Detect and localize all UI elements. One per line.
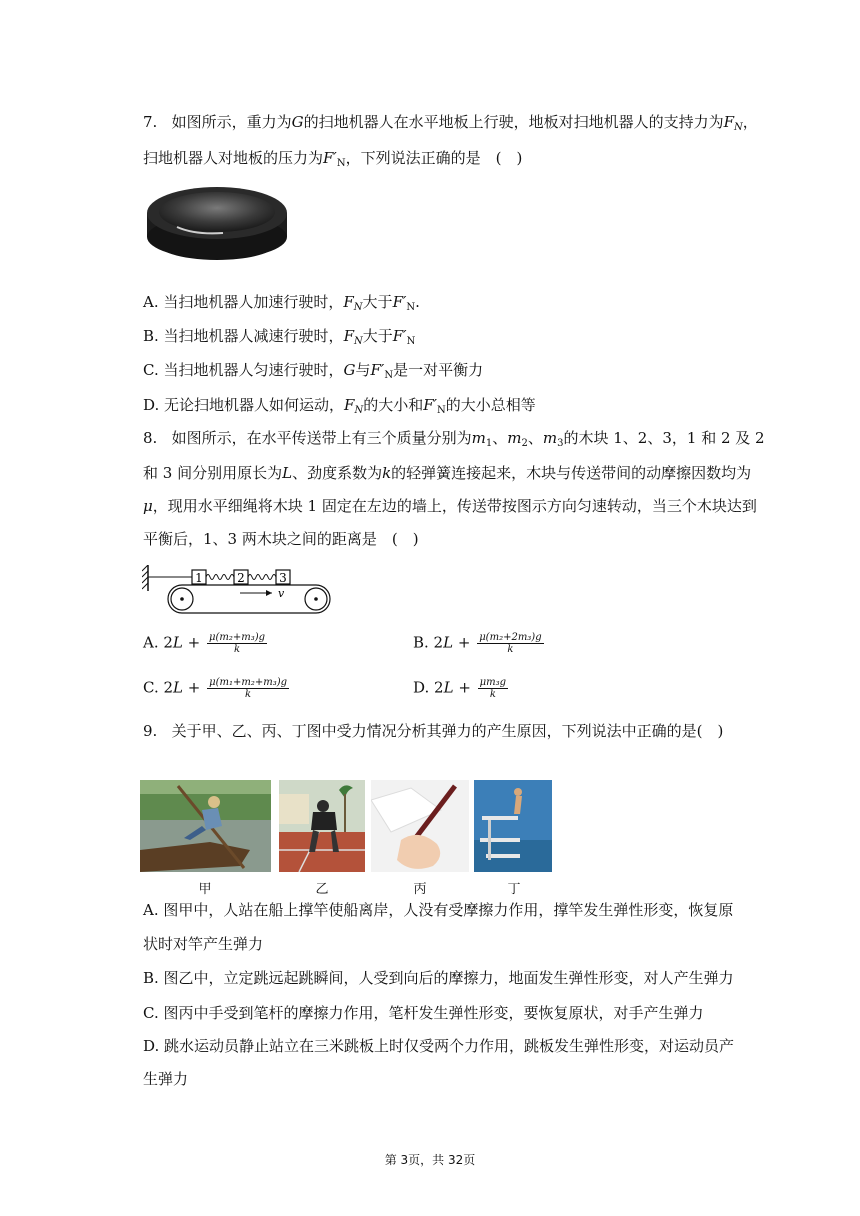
q7-option-b: B. 当扫地机器人减速行驶时，$F_N$大于$F'_N$ [143,327,416,347]
caption-yi: 乙 [315,882,329,897]
q8-stem-line1: 8. 如图所示，在水平传送带上有三个质量分别为$m_1$、$m_2$、$m_3$的木块 1、2、3，1 和 2 及 2 [143,429,765,449]
caption-ding: 丁 [507,882,521,897]
q8-stem-line4: 平衡后，1、3 两木块之间的距离是 ( ) [143,530,419,548]
photo-ding-diver [474,780,552,872]
q9-option-a-line2: 状时对竿产生弹力 [143,935,264,953]
q9-option-b: B. 图乙中，立定跳远起跳瞬间，人受到向后的摩擦力，地面发生弹性形变，对人产生弹力 [143,969,734,987]
q7-option-c: C. 当扫地机器人匀速行驶时，G与$F'_N$是一对平衡力 [143,361,484,381]
photo-yi-long-jump [279,780,365,872]
q9-option-c: C. 图丙中手受到笔杆的摩擦力作用，笔杆发生弹性形变，要恢复原状，对手产生弹力 [143,1004,704,1022]
q8-stem-line3: μ，现用水平细绳将木块 1 固定在左边的墙上，传送带按图示方向匀速转动，当三个木块达到 [143,497,757,515]
q7-option-a: A. 当扫地机器人加速行驶时，$F_N$大于$F'_N$. [143,293,420,313]
q9-option-a-line1: A. 图甲中，人站在船上撑竿使船离岸，人没有受摩擦力作用，撑竿发生弹性形变，恢复原 [143,901,734,919]
block-2-label: 2 [237,571,245,585]
q7-stem-line1: 7. 如图所示，重力为G的扫地机器人在水平地板上行驶，地板对扫地机器人的支持力为$F_N$， [143,113,758,133]
q8-option-b: B. 2L + $\frac{\text{μ(m₂+2m₃)g}}{k}$ [413,632,542,655]
block-1-label: 1 [195,571,203,585]
caption-bing: 丙 [413,882,427,897]
q8-stem-line2: 和 3 间分别用原长为L、劲度系数为k的轻弹簧连接起来，木块与传送带间的动摩擦因数均为 [143,464,752,482]
block-3-label: 3 [279,571,287,585]
q8-option-d: D. 2L + $\frac{\text{μm₃g}}{k}$ [413,677,507,700]
page-footer: 第 3页，共 32页 [384,1153,476,1167]
q8-option-c: C. 2L + $\frac{\text{μ(m₁+m₂+m₃)g}}{k}$ [143,677,288,700]
photo-jia-boatman [140,780,271,872]
q9-option-d-line1: D. 跳水运动员静止站立在三米跳板上时仅受两个力作用，跳板发生弹性形变，对运动员产 [143,1037,735,1055]
photo-bing-hand-pen [371,780,469,872]
q9-option-d-line2: 生弹力 [143,1070,189,1088]
q7-option-d: D. 无论扫地机器人如何运动，$F_N$的大小和$F'_N$的大小总相等 [143,396,536,416]
conveyor-diagram [142,565,332,615]
q8-option-a: A. 2L + $\frac{\text{μ(m₂+m₃)g}}{k}$ [143,632,266,655]
q9-stem: 9. 关于甲、乙、丙、丁图中受力情况分析其弹力的产生原因，下列说法中正确的是( ) [143,722,724,740]
q7-stem-line2: 扫地机器人对地板的压力为$F'_N$，下列说法正确的是 ( ) [143,149,523,169]
caption-jia: 甲 [198,882,212,897]
velocity-label: v [278,587,285,600]
robot-vacuum-image [143,183,291,261]
